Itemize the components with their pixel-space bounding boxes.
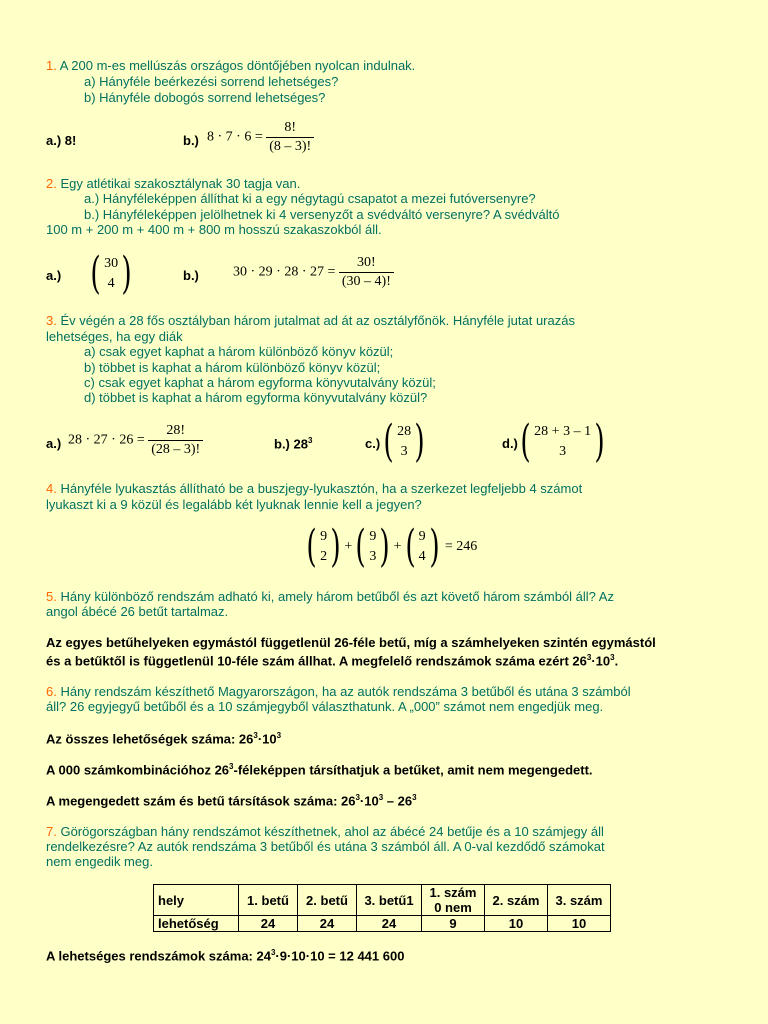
left-paren: (: [383, 416, 394, 467]
problem-3-title: [46, 313, 575, 328]
problem-5-title: [46, 589, 614, 604]
problem-1-text: A 200 m-es mellúszás országos döntőjében nyolcan indulnak.: [56, 58, 416, 73]
problem-6-answer-line-2: [46, 762, 593, 777]
problem-1-title: [46, 58, 415, 73]
problem-4-text: Hányféle lyukasztás állítható be a buszjegy-lyukasztón, ha a szerkezet legfeljebb 4 számot: [56, 481, 583, 496]
problem-2-text: Egy atlétikai szakosztálynak 30 tagja van.: [56, 176, 301, 191]
problem-7-answer: [46, 948, 404, 963]
problem-3-answer-d-label: d.): [502, 436, 518, 451]
problem-6-title: [46, 684, 631, 699]
problem-2-answer-a-label: a.): [46, 268, 62, 283]
table-header-cell: hely: [154, 885, 239, 916]
fraction-denominator: (8 – 3)!: [266, 137, 314, 155]
problem-3-number: 3.: [46, 313, 57, 328]
answer-text: ·10: [257, 731, 277, 747]
table-header-cell: 2. betű: [298, 885, 357, 916]
answer-text: Az összes lehetőségek száma: 26: [46, 731, 254, 747]
exponent: 3: [586, 653, 592, 662]
binomial-top: 28 + 3 – 1: [534, 424, 592, 439]
problem-7-number: 7.: [46, 824, 57, 839]
answer-text: A lehetséges rendszámok száma: 24: [46, 948, 271, 964]
left-paren: (: [90, 248, 101, 299]
binomial-bottom: 4: [418, 549, 426, 564]
right-paren: ): [429, 521, 440, 572]
problem-5-answer-line-2: [46, 653, 618, 668]
formula-lhs: 30 · 29 · 28 · 27 =: [233, 264, 336, 280]
table-cell: 24: [298, 916, 357, 932]
table-cell: 24: [357, 916, 422, 932]
binomial-bottom: 2: [320, 549, 328, 564]
problem-3-d: d) többet is kaphat a három egyforma könyvutalvány közül?: [84, 390, 428, 405]
problem-6-number: 6.: [46, 684, 57, 699]
problem-6-text: Hány rendszám készíthető Magyarországon, ha az autók rendszáma 3 betűből és utána 3 számból: [56, 684, 631, 699]
table-header-cell: 1. betű: [239, 885, 298, 916]
binomial-top: 9: [418, 529, 426, 544]
problem-3-answer-b: [274, 436, 312, 451]
fraction-denominator: (30 – 4)!: [339, 272, 394, 290]
fraction-numerator: 8!: [284, 120, 297, 135]
binomial-bottom: 4: [107, 276, 115, 291]
table-row-label: lehetőség: [154, 916, 239, 932]
problem-7-text-continued: rendelkezésre? Az autók rendszáma 3 betűből és utána 3 számból áll. A 0-val kezdődő számokat: [46, 839, 605, 854]
problem-2-answer-b-formula: [233, 255, 394, 290]
table-header-cell: 3. betű1: [357, 885, 422, 916]
exponent: 3: [276, 731, 282, 740]
problem-3-b: b) többet is kaphat a három különböző könyv közül;: [84, 360, 381, 375]
plus-sign: +: [344, 539, 353, 554]
binomial-top: 9: [369, 529, 377, 544]
answer-text: .: [614, 653, 619, 669]
exponent: 3: [270, 948, 276, 957]
right-paren: ): [414, 416, 425, 467]
problem-6-answer-line-3: [46, 793, 417, 808]
fraction: [339, 255, 394, 290]
table-cell: 9: [422, 916, 485, 932]
binomial-3: [402, 521, 443, 572]
answer-text: ·10: [591, 653, 611, 669]
problem-6-answer-line-1: [46, 731, 281, 746]
exponent: 3: [378, 793, 384, 802]
left-paren: (: [355, 521, 366, 572]
binomial-stack: [104, 254, 118, 294]
exponent: 3: [355, 793, 360, 802]
problem-2-b: b.) Hányféleképpen jelölhetnek ki 4 versenyzőt a svédváltó versenyre? A svédváltó: [84, 207, 560, 222]
binomial-top: 28: [397, 424, 412, 439]
binomial-stack: [419, 527, 426, 567]
problem-3-answer-d-binomial: [517, 416, 608, 467]
problem-1-answer-b-formula: [207, 120, 314, 155]
problem-1-b: b) Hányféle dobogós sorrend lehetséges?: [84, 90, 326, 105]
binomial-stack: [320, 527, 327, 567]
exponent: 3: [412, 793, 417, 802]
problem-3-answer-c-label: c.): [365, 436, 381, 451]
problem-3-answer-a-formula: [68, 423, 203, 458]
formula-lhs: 8 · 7 · 6 =: [207, 129, 263, 145]
problem-3-answer-c-binomial: [380, 416, 428, 467]
fraction: [148, 423, 203, 458]
answer-text: A megengedett szám és betű társítások száma: 26: [46, 793, 356, 809]
problem-3-text: Év végén a 28 fős osztályban három jutalmat ad át az osztályfőnök. Hányféle jutat urazás: [56, 313, 575, 328]
left-paren: (: [404, 521, 416, 572]
answer-b-exponent: 3: [307, 436, 313, 445]
problem-2-answer-b-label: b.): [183, 268, 199, 283]
binomial-top: 9: [320, 529, 328, 544]
answer-text: -féleképpen társíthatjuk a betűket, amit nem megengedett.: [233, 762, 593, 778]
problem-7-text: Görögországban hány rendszámot készíthetnek, ahol az ábécé 24 betűje és a 10 számjegy áll: [56, 824, 604, 839]
table-header-row: [154, 885, 611, 916]
problem-6-text-continued: áll? 26 egyjegyű betűből és a 10 számjegyből választhatunk. A „000” számot nem engedjük meg.: [46, 699, 604, 714]
problem-5-number: 5.: [46, 589, 57, 604]
fraction-numerator: 30!: [357, 255, 376, 270]
binomial-top: 30: [104, 256, 119, 271]
binomial-stack: [369, 527, 376, 567]
answer-text: és a betűktől is függetlenül 10-féle szám állhat. A megfelelő rendszámok száma ezért 26: [46, 653, 587, 669]
table-row: [154, 916, 611, 932]
formula-result: = 246: [444, 539, 478, 554]
problem-1-answer-a: a.) 8!: [46, 133, 77, 148]
problem-3-c: c) csak egyet kaphat a három egyforma könyvutalvány közül;: [84, 375, 436, 390]
left-paren: (: [520, 416, 531, 467]
table-cell: 10: [485, 916, 548, 932]
problem-2-title: [46, 176, 300, 191]
formula-lhs: 28 · 27 · 26 =: [68, 432, 145, 448]
fraction: [266, 120, 314, 155]
problem-7-table-wrapper: [153, 884, 611, 932]
right-paren: ): [594, 416, 605, 467]
answer-text: ·9·10·10 = 12 441 600: [275, 948, 405, 964]
problem-2-a: a.) Hányféleképpen állíthat ki a egy négytagú csapatot a mezei futóversenyre?: [84, 191, 536, 206]
problem-5-text: Hány különböző rendszám adható ki, amely három betűből és azt követő három számból áll? Az: [56, 589, 614, 604]
fraction-numerator: 28!: [166, 423, 186, 438]
problem-7-table: [153, 884, 611, 932]
problem-3-a: a) csak egyet kaphat a három különböző könyv közül;: [84, 344, 394, 359]
answer-text: ·10: [359, 793, 379, 809]
exponent: 3: [610, 653, 615, 662]
answer-text: – 26: [383, 793, 413, 809]
table-cell: 24: [239, 916, 298, 932]
problem-7-text-continued-2: nem engedik meg.: [46, 854, 153, 869]
binomial-1: [303, 521, 344, 572]
table-cell: 10: [548, 916, 611, 932]
right-paren: ): [121, 248, 132, 299]
right-paren: ): [379, 521, 391, 572]
problem-2-number: 2.: [46, 176, 57, 191]
problem-4-number: 4.: [46, 481, 57, 496]
problem-5-text-continued: angol ábécé 26 betűt tartalmaz.: [46, 604, 229, 619]
binomial-2: [352, 521, 393, 572]
problem-1-answer-b-label: b.): [183, 133, 199, 148]
exponent: 3: [229, 762, 234, 771]
problem-5-answer-line-1: Az egyes betűhelyeken egymástól függetlenül 26-féle betű, míg a számhelyeken szintén egymástól: [46, 635, 656, 650]
table-header-cell: 2. szám: [485, 885, 548, 916]
answer-b-base: b.) 28: [274, 436, 308, 452]
problem-2-b-continued: 100 m + 200 m + 400 m + 800 m hosszú szakaszokból áll.: [46, 222, 382, 237]
table-header-cell: 1. szám 0 nem: [422, 885, 485, 916]
problem-3-answer-a-label: a.): [46, 436, 62, 451]
right-paren: ): [330, 521, 341, 572]
plus-sign: +: [393, 539, 402, 554]
binomial-stack: [534, 422, 591, 462]
binomial-stack: [397, 422, 411, 462]
problem-2-answer-a-binomial: [87, 248, 135, 299]
problem-4-formula: [303, 521, 478, 572]
problem-4-text-continued: lyukaszt ki a 9 közül és legalább két lyuknak lennie kell a jegyen?: [46, 497, 422, 512]
problem-1-number: 1.: [46, 58, 57, 73]
binomial-bottom: 3: [559, 444, 567, 459]
left-paren: (: [306, 521, 317, 572]
table-header-cell: 3. szám: [548, 885, 611, 916]
binomial-bottom: 3: [369, 549, 377, 564]
fraction-denominator: (28 – 3)!: [148, 440, 203, 458]
answer-text: A 000 számkombinációhoz 26: [46, 762, 230, 778]
problem-4-title: [46, 481, 582, 496]
problem-3-text-continued: lehetséges, ha egy diák: [46, 329, 183, 344]
exponent: 3: [253, 731, 258, 740]
binomial-bottom: 3: [400, 444, 408, 459]
problem-7-title: [46, 824, 604, 839]
problem-1-a: a) Hányféle beérkezési sorrend lehetséges?: [84, 74, 339, 89]
